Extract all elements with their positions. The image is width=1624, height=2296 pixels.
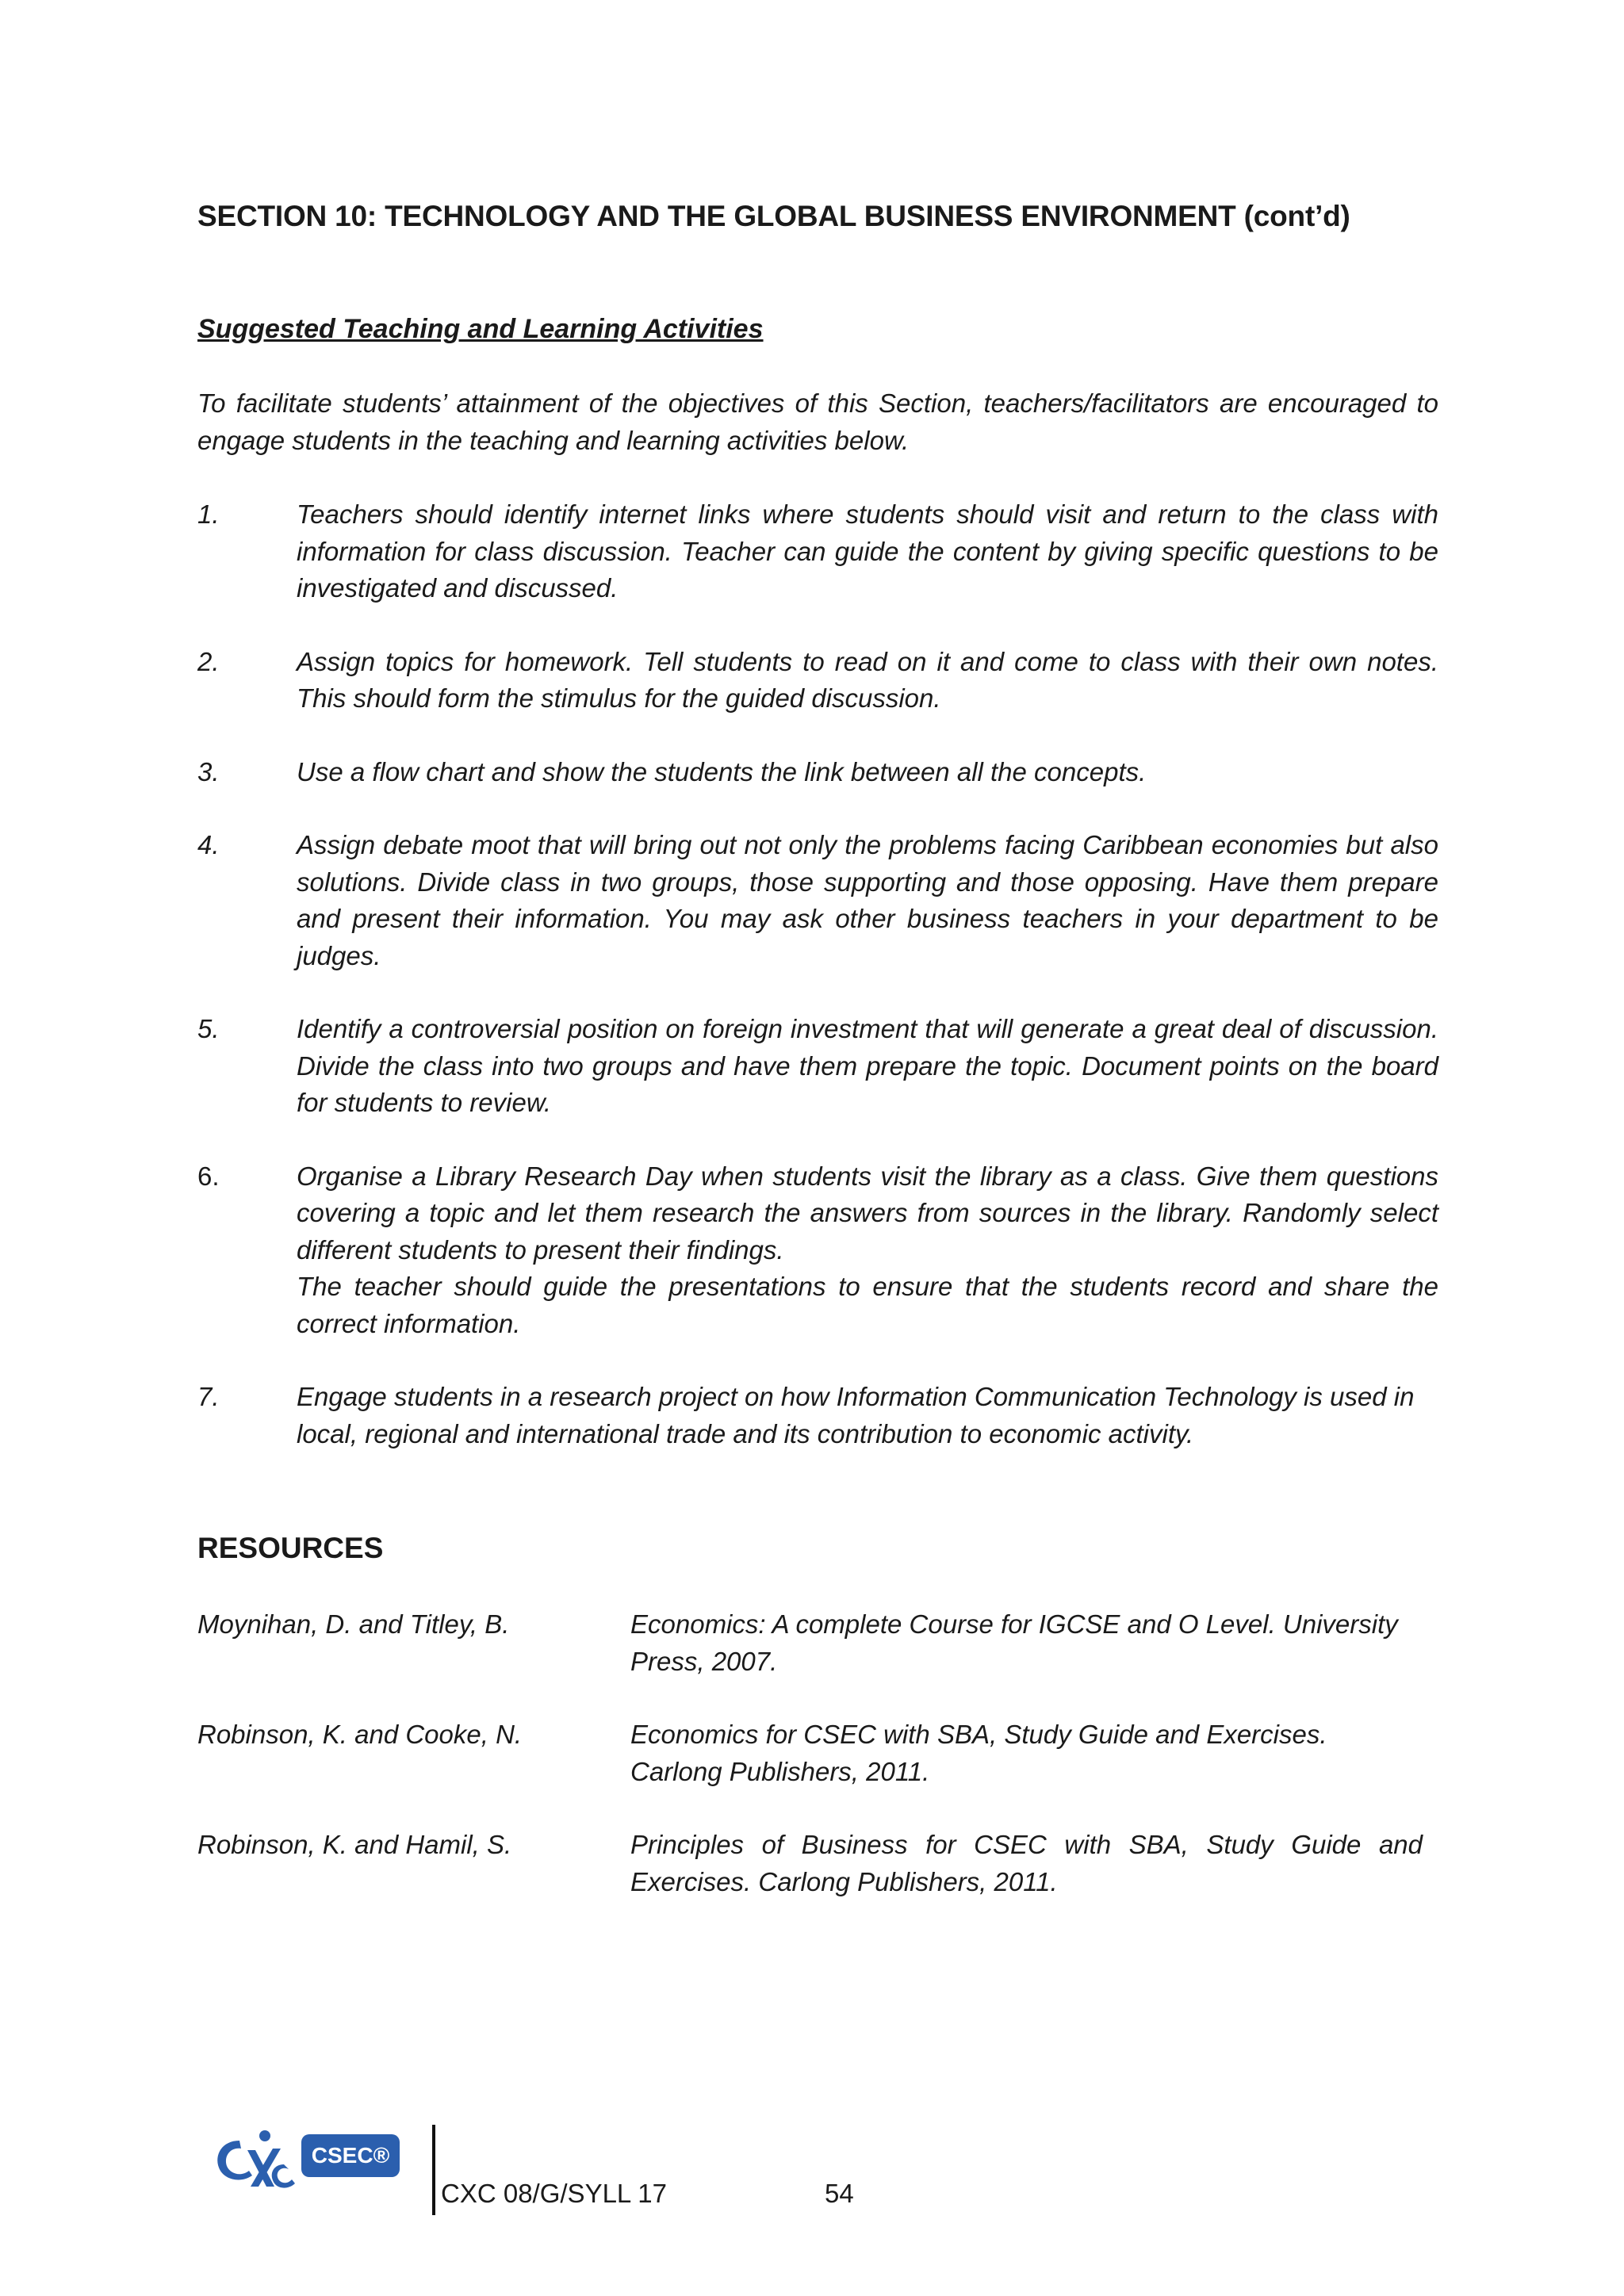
list-item [197,754,1438,791]
item-text: Assign debate moot that will bring out not only the problems facing Caribbean economies but also solutions. Divide class in two groups, those supporting and those opposing. Have them prepare and present their information. You may ask other business teachers in your department to be judges. [297,830,1438,970]
item-text: Organise a Library Research Day when students visit the library as a class. Give them questions covering a topic and let them research the answers from sources in the library. Randomly select different students to present their findings. [297,1161,1438,1265]
resource-author: Moynihan, D. and Titley, B. [197,1609,510,1639]
resource-row [197,1827,1423,1900]
resource-author: Robinson, K. and Hamil, S. [197,1830,512,1859]
item-text: Engage students in a research project on how Information Communication Technology is used in local, regional and international trade and its contribution to economic activity. [297,1382,1415,1448]
item-text: Teachers should identify internet links where students should visit and return to the class with information for class discussion. Teacher can guide the content by giving specific questions to be investigated and discussed. [297,499,1438,603]
item-text-group [297,1158,1438,1343]
item-number: 7. [197,1382,220,1411]
resource-work: Principles of Business for CSEC with SBA, Study Guide and Exercises. Carlong Publishers, 2011. [630,1830,1423,1896]
activities-list [197,496,1438,1489]
resource-work: Economics: A complete Course for IGCSE and O Level. University Press, 2007. [630,1609,1398,1676]
list-item [197,496,1438,607]
resources-title: RESOURCES [197,1532,384,1564]
item-number: 5. [197,1014,220,1043]
item-text: Use a flow chart and show the students the link between all the concepts. [297,756,1147,786]
resource-row [197,1716,1423,1790]
item-text: Identify a controversial position on foreign investment that will generate a great deal of discussion. Divide the class into two groups and have them prepare the topic. Document points on the board for students to review. [297,1014,1438,1117]
resources-list [197,1606,1423,1937]
item-number: 4. [197,830,220,859]
item-number: 6. [197,1161,220,1191]
document-code: CXC 08/G/SYLL 17 [441,2179,667,2208]
item-text: Assign topics for homework. Tell students to read on it and come to class with their own notes. This should form the stimulus for the guided discussion. [297,646,1438,713]
list-item [197,827,1438,974]
list-item [197,1011,1438,1122]
item-number: 1. [197,499,220,529]
cxc-csec-logo-icon [208,2117,406,2196]
intro-paragraph: To facilitate students’ attainment of the objectives of this Section, teachers/facilitators are encouraged to engage students in the teaching and learning activities below. [197,388,1438,455]
resource-row [197,1606,1423,1680]
footer-divider [432,2125,435,2215]
resource-work: Economics for CSEC with SBA, Study Guide and Exercises. Carlong Publishers, 2011. [630,1720,1327,1786]
list-item [197,644,1438,718]
section-title: SECTION 10: TECHNOLOGY AND THE GLOBAL BUSINESS ENVIRONMENT (cont’d) [197,200,1350,232]
list-item [197,1379,1438,1452]
page-number: 54 [825,2179,854,2208]
item-number: 2. [197,646,220,676]
svg-text:CSEC®: CSEC® [311,2143,390,2168]
sub-heading: Suggested Teaching and Learning Activities [197,314,764,344]
resource-author: Robinson, K. and Cooke, N. [197,1720,523,1749]
item-number: 3. [197,756,220,786]
list-item [197,1158,1438,1343]
item-text-continued: The teacher should guide the presentations to ensure that the students record and share the correct information. [297,1272,1438,1338]
